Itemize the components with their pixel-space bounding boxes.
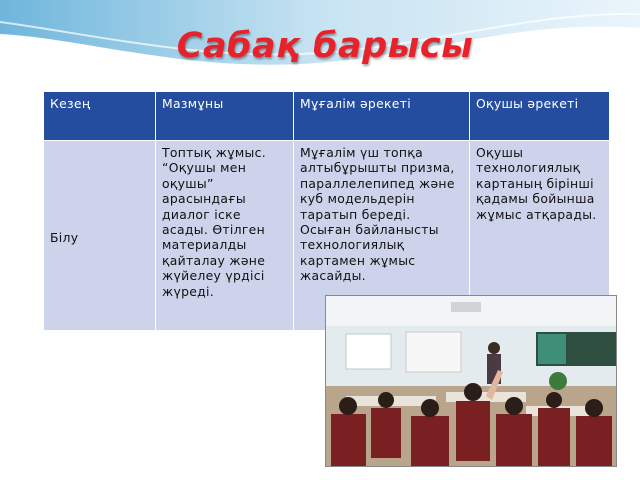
slide-title: Сабақ барысы [176,26,474,66]
cell-teacher-action: Мұғалім үш топқа алтыбұрышты призма, параллелепипед және куб модельдерін таратып береді. Осыған байланысты технологиялық картамен жұмыс жасайды. [294,141,470,331]
header-student-action: Оқушы әрекеті [470,92,610,141]
cell-stage: Білу [44,141,156,331]
classroom-photo [325,295,617,467]
header-teacher-action: Мұғалім әрекеті [294,92,470,141]
header-stage: Кезең [44,92,156,141]
cell-student-action: Оқушы технологиялық картаның бірінші қадамы бойынша жұмыс атқарады. [470,141,610,331]
header-content: Мазмұны [156,92,294,141]
cell-content: Топтық жұмыс. “Оқушы мен оқушы” арасындағы диалог іске асады. Өтілген материалды қайталау және жүйелеу үрдісі жүреді. [156,141,294,331]
table-header-row [44,92,610,141]
